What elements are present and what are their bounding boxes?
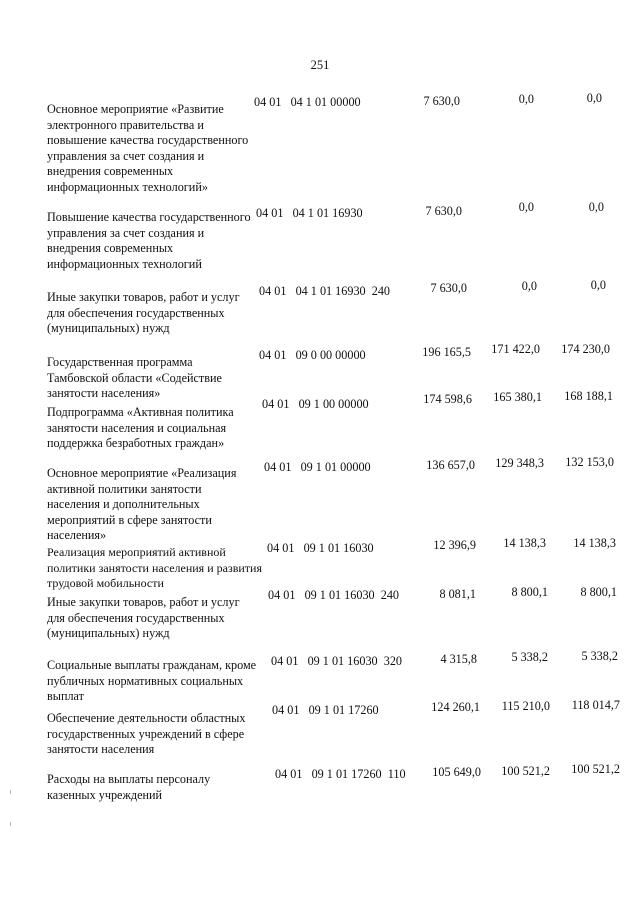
row-value-2: 165 380,1 [493,390,542,404]
row-value-1: 196 165,5 [422,345,471,359]
row-value-3: 118 014,7 [571,698,620,712]
row-value-3: 0,0 [590,278,606,292]
row-value-2: 0,0 [518,92,534,106]
row-value-3: 132 153,0 [565,455,614,469]
row-value-3: 100 521,2 [571,762,620,776]
row-value-1: 105 649,0 [432,765,481,779]
table-row [0,455,640,542]
row-description: Государственная программа Тамбовской области «Содействие занятости населения» [47,355,222,400]
row-value-1: 7 630,0 [423,94,460,108]
row-value-1: 124 260,1 [431,700,480,714]
row-description: Повышение качества государственного управления за счет создания и внедрения современных информационных технологий [47,210,251,271]
row-value-2: 129 348,3 [495,456,544,470]
row-value-1: 136 657,0 [426,458,475,472]
row-value-2: 171 422,0 [491,342,540,356]
row-codes: 04 01 09 1 01 16030 240 [268,588,400,602]
row-description: Основное мероприятие «Реализация активной политики занятости населения и дополнительных мероприятий в сфере занятости населения» [47,466,237,542]
row-description: Обеспечение деятельности областных государственных учреждений в сфере занятости населения [47,711,246,756]
row-codes: 04 01 04 1 01 16930 [256,206,363,220]
row-description: Основное мероприятие «Развитие электронного правительства и повышение качества государственного управления за счет создания и внедрения современных информационных технологий» [47,102,249,194]
row-codes: 04 01 04 1 01 00000 [254,95,361,109]
row-value-1: 8 081,1 [439,587,476,601]
row-value-2: 5 338,2 [511,650,548,664]
row-description: Расходы на выплаты персоналу казенных учреждений [47,772,211,802]
row-value-3: 168 188,1 [564,389,613,403]
row-value-2: 100 521,2 [501,764,550,778]
row-codes: 04 01 09 0 00 00000 [259,348,366,362]
row-codes: 04 01 09 1 00 00000 [262,397,369,411]
row-description: Иные закупки товаров, работ и услуг для обеспечения государственных (муниципальных) нужд [47,595,240,640]
row-value-1: 4 315,8 [440,652,477,666]
row-description: Иные закупки товаров, работ и услуг для обеспечения государственных (муниципальных) нужд [47,290,240,335]
row-value-2: 8 800,1 [511,585,548,599]
row-value-1: 174 598,6 [423,392,472,406]
page-number: 251 [310,58,330,72]
row-codes: 04 01 09 1 01 16030 [267,541,374,555]
row-value-2: 14 138,3 [503,536,546,550]
table-row [0,762,640,848]
row-codes: 04 01 09 1 01 17260 [272,703,379,717]
row-value-2: 0,0 [518,200,534,214]
row-value-3: 8 800,1 [580,585,617,599]
row-description: Реализация мероприятий активной политики занятости населения и развития трудовой мобильности [47,545,262,590]
row-value-2: 0,0 [521,279,537,293]
row-codes: 04 01 09 1 01 00000 [264,460,371,474]
row-value-3: 0,0 [588,200,604,214]
row-codes: 04 01 09 1 01 17260 110 [275,767,406,781]
row-description: Подпрограмма «Активная политика занятости населения и социальная поддержка безработных граждан» [47,405,234,450]
table-row [0,200,640,283]
row-value-1: 7 630,0 [425,204,462,218]
row-codes: 04 01 04 1 01 16930 240 [259,284,391,298]
row-value-3: 174 230,0 [561,342,610,356]
row-codes: 04 01 09 1 01 16030 320 [271,654,403,668]
row-value-3: 5 338,2 [581,649,618,663]
row-value-3: 0,0 [586,91,602,105]
row-value-1: 7 630,0 [430,281,467,295]
row-value-2: 115 210,0 [501,699,550,713]
row-description: Социальные выплаты гражданам, кроме публичных нормативных социальных выплат [47,658,257,703]
row-value-3: 14 138,3 [573,536,616,550]
table-row [0,91,640,194]
row-value-1: 12 396,9 [433,538,476,552]
